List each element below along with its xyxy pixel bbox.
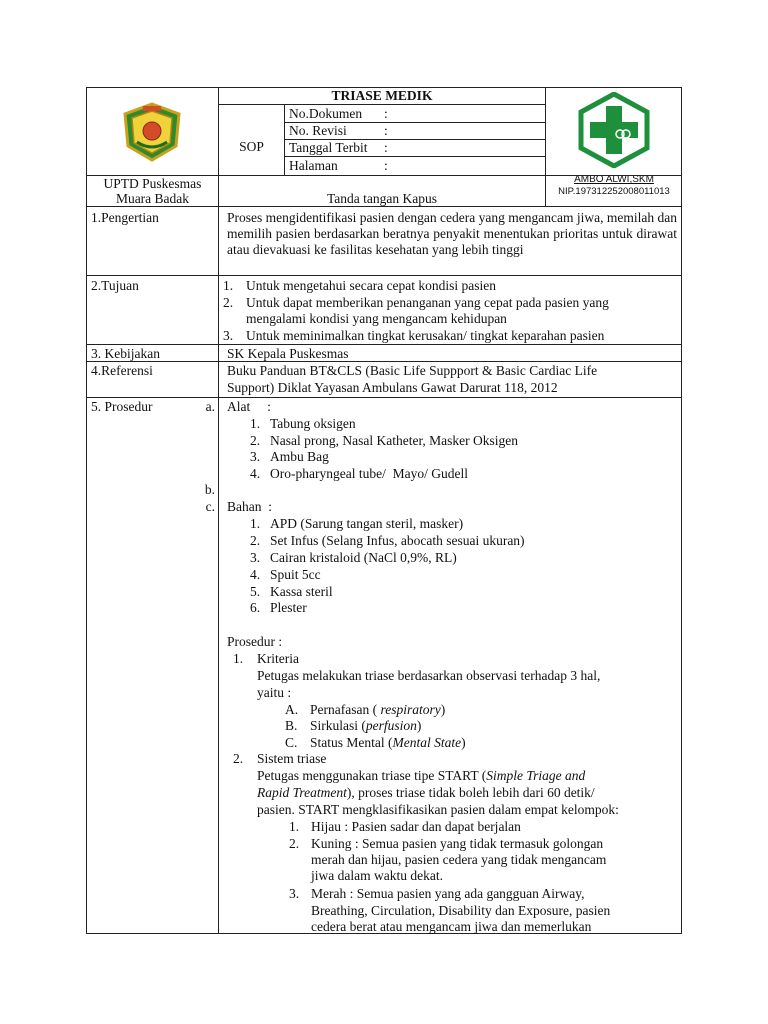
list-item: Untuk mengetahui secara cepat kondisi pasien: [246, 278, 497, 293]
label-cell: [86, 361, 219, 398]
section-label-pengertian: 1.Pengertian: [91, 210, 159, 225]
field-separator: :: [384, 123, 388, 138]
start-number: 2.: [289, 836, 300, 851]
start-item: Kuning : Semua pasien yang tidak termasuk golongan: [311, 836, 604, 851]
bahan-item: Plester: [270, 600, 307, 615]
list-item: Untuk meminimalkan tingkat kerusakan/ tingkat keparahan pasien: [246, 328, 605, 343]
prosedur-title: Prosedur :: [227, 634, 283, 649]
section-label-prosedur: 5. Prosedur: [91, 399, 153, 414]
label-cell: [86, 275, 219, 345]
sop-cell: [218, 104, 285, 176]
field-separator: :: [384, 140, 388, 155]
start-item: Hijau : Pasien sadar dan dapat berjalan: [311, 819, 521, 834]
signer-name: AMBO ALWI,SKM: [574, 174, 654, 185]
list-number: 3.: [223, 328, 234, 343]
field-separator: :: [384, 106, 388, 121]
kriteria-letter: B.: [285, 718, 298, 733]
signature-logo-cell: [545, 87, 682, 185]
start-number: 1.: [289, 819, 300, 834]
start-item-continuation: jiwa dalam waktu dekat.: [311, 868, 443, 883]
field-row: [284, 104, 546, 123]
sop-label: SOP: [239, 139, 264, 154]
kebijakan-text: SK Kepala Puskesmas: [227, 346, 349, 361]
referensi-line: Buku Panduan BT&CLS (Basic Life Suppport & Basic Cardiac Life: [227, 363, 598, 378]
start-item-continuation: Breathing, Circulation, Disability dan Exposure, pasien: [311, 903, 611, 918]
section-label-referensi: 4.Referensi: [91, 363, 153, 378]
list-number: 1.: [223, 278, 234, 293]
start-item-continuation: merah dan hijau, pasien cedera yang tidak mengancam: [311, 852, 607, 867]
pengertian-text: Proses mengidentifikasi pasien dengan cedera yang mengancam jiwa, memilah dan memilih pasien berdasarkan beratnya penyakit menentukan prioritas untuk dirawat atau dievakuasi ke fasilitas kesehatan yang lebih tinggi: [227, 210, 677, 257]
alat-item: Oro-pharyngeal tube/ Mayo/ Gudell: [270, 466, 468, 481]
list-number: 2.: [223, 295, 234, 310]
field-row: [284, 156, 546, 176]
signature-label: Tanda tangan Kapus: [326, 191, 438, 206]
content-cell: [218, 206, 682, 276]
content-cell: [218, 275, 682, 345]
field-row: [284, 139, 546, 157]
section-label-tujuan: 2.Tujuan: [91, 278, 139, 293]
sistem-text: Petugas menggunakan triase tipe START (Simple Triage and: [257, 768, 586, 783]
field-separator: :: [384, 158, 388, 173]
field-label: Halaman: [289, 158, 338, 173]
label-cell: [86, 397, 219, 934]
kriteria-item: Sirkulasi (perfusion): [310, 718, 422, 733]
kriteria-item: Status Mental (Mental State): [310, 735, 466, 750]
kriteria-text: yaitu :: [257, 685, 292, 700]
bahan-item: Spuit 5cc: [270, 567, 321, 582]
alat-item: Tabung oksigen: [270, 416, 356, 431]
bahan-item: APD (Sarung tangan steril, masker): [270, 516, 464, 531]
alat-title: Alat :: [227, 399, 271, 414]
sub-marker-c: c.: [205, 499, 215, 514]
start-item-continuation: cedera berat atau mengancam jiwa dan memerlukan: [311, 919, 592, 934]
regency-crest-logo: [121, 102, 183, 162]
alat-item: Ambu Bag: [270, 449, 329, 464]
logo-cell: [86, 87, 219, 176]
kriteria-text: Petugas melakukan triase berdasarkan observasi terhadap 3 hal,: [257, 668, 601, 683]
content-cell: [218, 344, 682, 362]
kriteria-title: Kriteria: [257, 651, 299, 666]
title-cell: [218, 87, 546, 105]
bahan-item: Kassa steril: [270, 584, 333, 599]
bahan-title: Bahan :: [227, 499, 272, 514]
org-name-line1: UPTD Puskesmas: [103, 176, 202, 191]
nip-cell: [545, 175, 682, 207]
label-cell: [86, 344, 219, 362]
document-title: TRIASE MEDIK: [331, 88, 433, 103]
sub-marker-a: a.: [205, 399, 215, 414]
org-name-line2: Muara Badak: [115, 191, 190, 206]
content-cell: [218, 361, 682, 398]
kriteria-letter: A.: [285, 702, 299, 717]
sistem-text: pasien. START mengklasifikasikan pasien dalam empat kelompok:: [257, 802, 619, 817]
org-cell: [86, 175, 219, 207]
sop-document: [86, 87, 682, 934]
kriteria-item: Pernafasan ( respiratory): [310, 702, 446, 717]
signer-nip: NIP.197312252008011013: [558, 186, 670, 197]
bahan-item: Cairan kristaloid (NaCl 0,9%, RL): [270, 550, 457, 565]
field-label: No.Dokumen: [289, 106, 363, 121]
section-label-kebijakan: 3. Kebijakan: [91, 346, 160, 361]
puskesmas-logo: [576, 92, 652, 168]
field-label: No. Revisi: [289, 123, 347, 138]
sistem-title: Sistem triase: [257, 751, 327, 766]
kriteria-letter: C.: [285, 735, 298, 750]
field-label: Tanggal Terbit: [289, 140, 368, 155]
signature-label-cell: [218, 175, 546, 207]
field-row: [284, 122, 546, 140]
label-cell: [86, 206, 219, 276]
list-item: Untuk dapat memberikan penanganan yang cepat pada pasien yang: [246, 295, 609, 310]
start-item: Merah : Semua pasien yang ada gangguan Airway,: [311, 886, 585, 901]
content-cell: Alat : 1. Tabung oksigen 2. Nasal prong, Nasal Katheter, Masker Oksigen 3. Ambu Bag 4. Oro-pharyngeal tube/ Mayo/ Gudell Bahan : 1. APD (Sarung tangan steril, masker) 2. Set Infus (Selang Infus, abocath sesuai ukuran) 3. Cairan kristaloid (NaCl 0,9%, RL) 4. Spuit 5cc 5. Kassa steril 6. Plester Prosedur : 1. Kriteria Petugas melakukan triase berdasarkan observasi terhadap 3 hal, yaitu : A. Pernafasan ( respiratory) B. Sirkulasi (perfusion) C. Status Mental (Mental State) 2. Sistem triase Petugas menggunakan triase tipe START (Simple Triage and Rapid Treatment), proses triase tidak boleh lebih dari 60 detik/ pasien. START mengklasifikasikan pasien dalam empat kelompok: 1. Hijau : Pasien sadar dan dapat berjalan 2. Kuning : Semua pasien yang tidak termasuk golongan merah dan hijau, pasien cedera yang tidak mengancam jiwa dalam waktu dekat. 3. Merah : Semua pasien yang ada gangguan Airway, Breathing, Circulation, Disability dan Exposure, pasien cedera berat atau mengancam jiwa dan memerlukan: [218, 397, 682, 934]
start-number: 3.: [289, 886, 300, 901]
referensi-line: Support) Diklat Yayasan Ambulans Gawat Darurat 118, 2012: [227, 380, 558, 395]
list-item-continuation: mengalami kondisi yang mengancam kehidupan: [246, 311, 507, 326]
sub-marker-b: b.: [204, 482, 215, 497]
alat-item: Nasal prong, Nasal Katheter, Masker Oksigen: [270, 433, 519, 448]
sistem-text: Rapid Treatment), proses triase tidak boleh lebih dari 60 detik/: [257, 785, 595, 800]
bahan-item: Set Infus (Selang Infus, abocath sesuai ukuran): [270, 533, 525, 548]
